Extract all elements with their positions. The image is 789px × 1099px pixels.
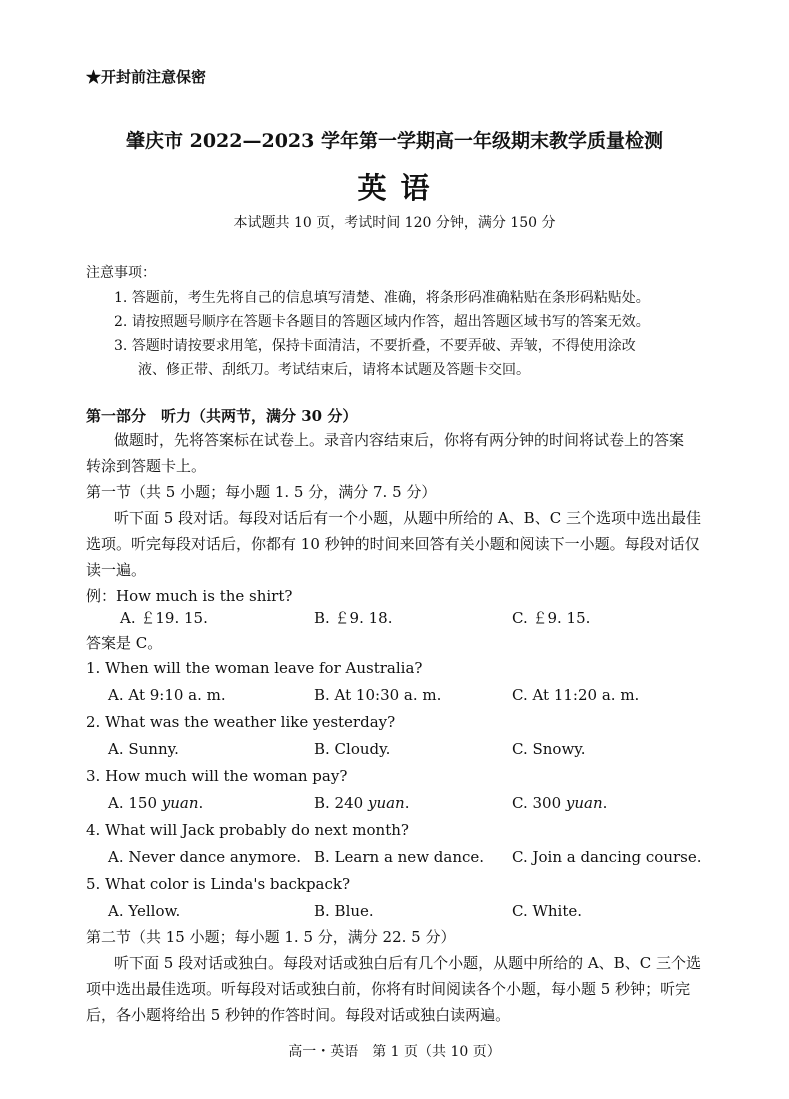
section-instruction: 后，各小题将给出 5 秒钟的作答时间。每段对话或独白读两遍。 <box>86 1006 511 1024</box>
question: 2. What was the weather like yesterday? <box>86 713 396 731</box>
option-a: A. Never dance anymore. <box>108 848 302 866</box>
section-instruction: 听下面 5 段对话或独白。每段对话或独白后有几个小题，从题中所给的 A、B、C 三个选 <box>114 954 701 972</box>
option-c-amount: C. 300 <box>512 794 562 812</box>
notice-item: 2. 请按照题号顺序在答题卡各题目的答题区域内作答，超出答题区域书写的答案无效。 <box>114 314 650 330</box>
notice-item: 3. 答题时请按要求用笔，保持卡面清洁，不要折叠，不要弄破、弄皱，不得使用涂改 <box>114 338 636 354</box>
notice-heading: 注意事项： <box>86 265 156 281</box>
example-answer: 答案是 C。 <box>86 634 163 652</box>
period: . <box>198 794 204 812</box>
option-a <box>108 794 203 812</box>
currency-unit: yuan <box>367 794 405 812</box>
option-a: A. Sunny. <box>108 740 179 758</box>
option-b: B. Learn a new dance. <box>314 848 485 866</box>
part-intro: 转涂到答题卡上。 <box>86 457 207 475</box>
exam-title: 肇庆市 2022—2023 学年第一学期高一年级期末教学质量检测 <box>126 130 663 152</box>
exam-meta: 本试题共 10 页，考试时间 120 分钟，满分 150 分 <box>233 215 556 231</box>
section-instruction: 项中选出最佳选项。听每段对话或独白前，你将有时间阅读各个小题，每小题 5 秒钟；听完 <box>86 980 691 998</box>
part-heading: 第一部分 听力（共两节，满分 30 分） <box>86 407 358 425</box>
option-c: C. At 11:20 a. m. <box>512 686 640 704</box>
period: . <box>404 794 410 812</box>
question: 4. What will Jack probably do next month? <box>86 821 409 839</box>
option-a: A. At 9:10 a. m. <box>108 686 226 704</box>
option-a-amount: A. 150 <box>108 794 157 812</box>
question: 3. How much will the woman pay? <box>86 767 348 785</box>
notice-item: 液、修正带、刮纸刀。考试结束后，请将本试题及答题卡交回。 <box>138 362 530 378</box>
option-b-amount: B. 240 <box>314 794 364 812</box>
section-instruction: 听下面 5 段对话。每段对话后有一个小题，从题中所给的 A、B、C 三个选项中选出最佳 <box>114 509 701 527</box>
confidential-label: ★开封前注意保密 <box>86 68 207 86</box>
notice-item: 1. 答题前，考生先将自己的信息填写清楚、准确，将条形码准确粘贴在条形码粘贴处。 <box>114 290 650 306</box>
option-a: A. Yellow. <box>108 902 181 920</box>
example-option-a: A. ￡19. 15. <box>120 609 208 627</box>
option-c: C. Snowy. <box>512 740 586 758</box>
section-instruction: 选项。听完每段对话后，你都有 10 秒钟的时间来回答有关小题和阅读下一小题。每段对话仅 <box>86 535 700 553</box>
option-b: B. At 10:30 a. m. <box>314 686 442 704</box>
currency-unit: yuan <box>565 794 603 812</box>
subject-title: 英 语 <box>357 171 432 205</box>
section-instruction: 读一遍。 <box>86 561 147 579</box>
option-c: C. White. <box>512 902 583 920</box>
part-intro: 做题时，先将答案标在试卷上。录音内容结束后，你将有两分钟的时间将试卷上的答案 <box>114 431 685 449</box>
section-heading: 第二节（共 15 小题；每小题 1. 5 分，满分 22. 5 分） <box>86 928 456 946</box>
option-b <box>314 794 410 812</box>
section-heading: 第一节（共 5 小题；每小题 1. 5 分，满分 7. 5 分） <box>86 483 437 501</box>
page-footer: 高一・英语 第 1 页（共 10 页） <box>288 1044 501 1060</box>
option-c: C. Join a dancing course. <box>512 848 702 866</box>
option-c <box>512 794 607 812</box>
question: 1. When will the woman leave for Australia? <box>86 659 423 677</box>
option-b: B. Blue. <box>314 902 374 920</box>
currency-unit: yuan <box>161 794 199 812</box>
option-b: B. Cloudy. <box>314 740 391 758</box>
example-option-b: B. ￡9. 18. <box>314 609 393 627</box>
period: . <box>602 794 608 812</box>
example-question: 例：How much is the shirt? <box>86 587 293 605</box>
example-option-c: C. ￡9. 15. <box>512 609 591 627</box>
question: 5. What color is Linda's backpack? <box>86 875 351 893</box>
